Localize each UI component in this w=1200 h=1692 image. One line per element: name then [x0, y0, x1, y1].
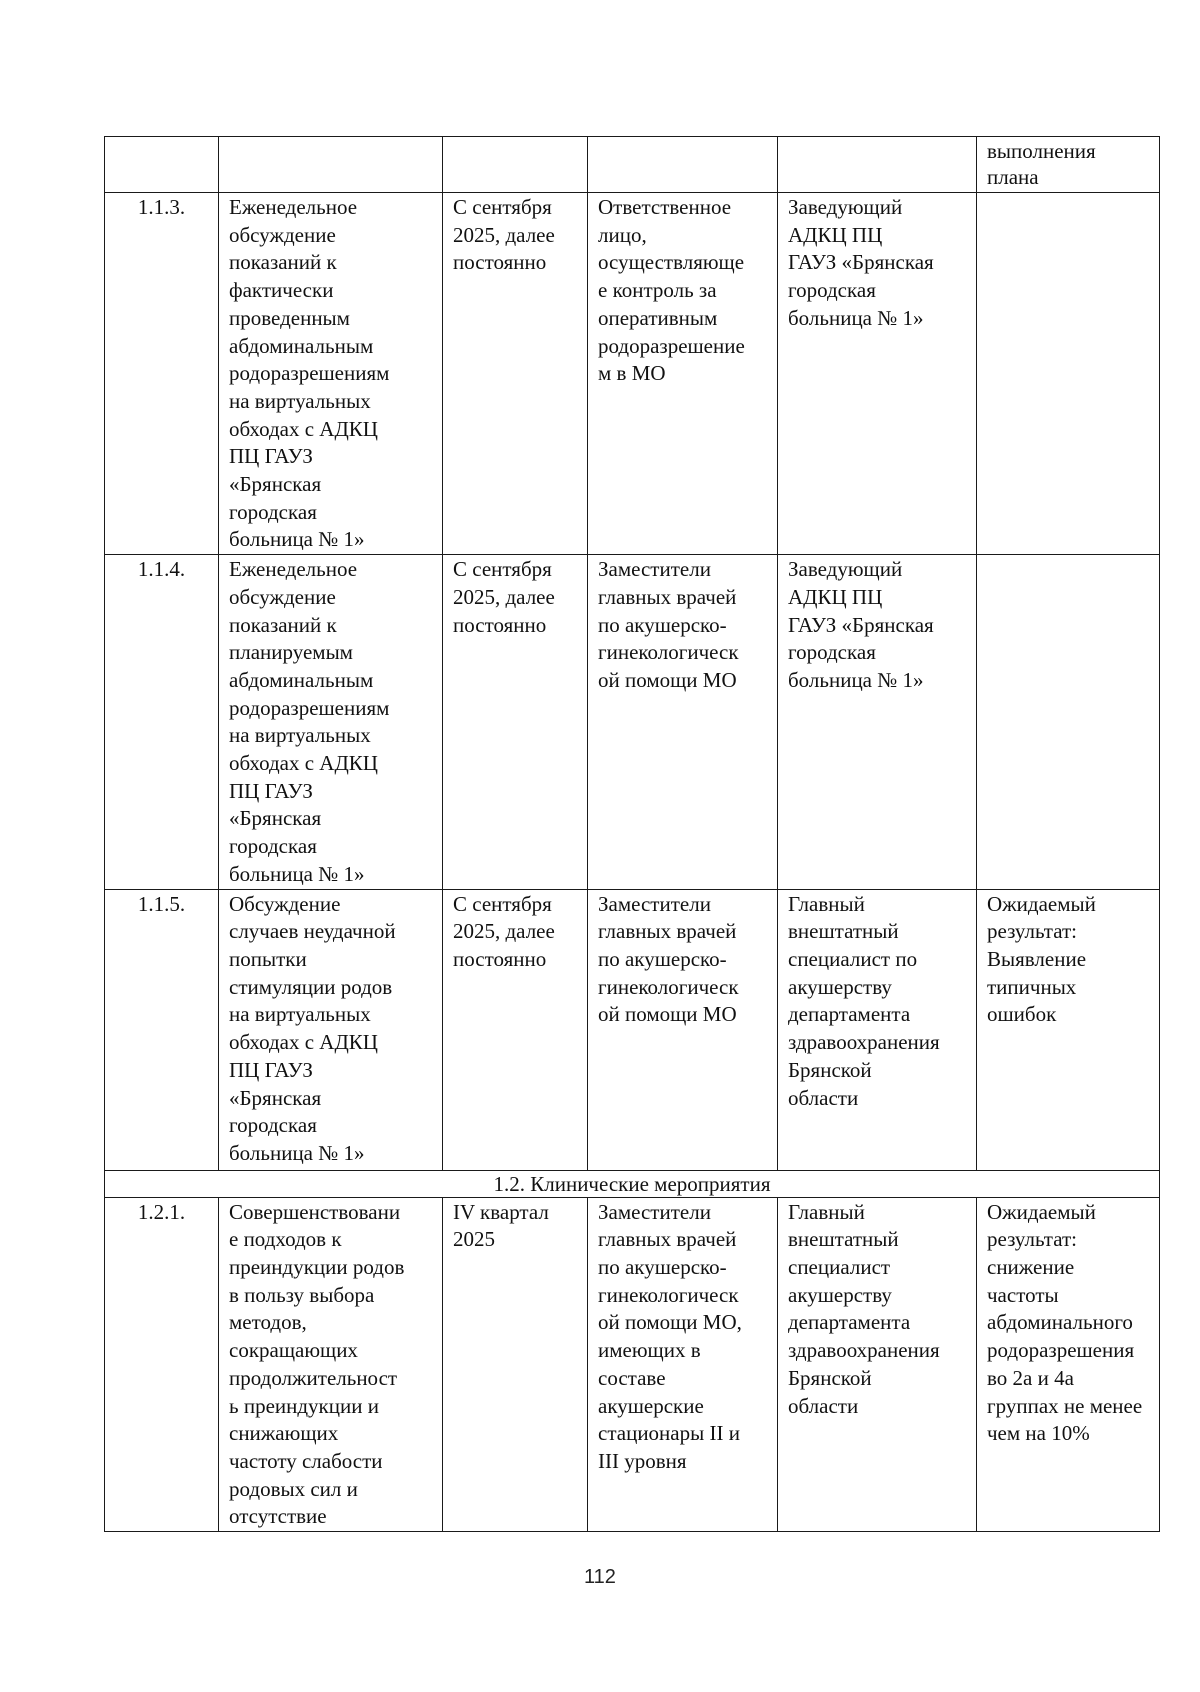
- responsible-cell: Заместители главных врачей по акушерско- гинекологическ ой помощи МО: [588, 555, 778, 889]
- table-row: [105, 1197, 1160, 1531]
- responsible-cell: Заместители главных врачей по акушерско- гинекологическ ой помощи МО, имеющих в составе акушерские стационары II и III уровня: [588, 1197, 778, 1531]
- control-cell: Главный внештатный специалист по акушерству департамента здравоохранения Брянской области: [778, 889, 977, 1170]
- result-cell: [977, 193, 1160, 555]
- event-cell: Совершенствовани е подходов к преиндукции родов в пользу выбора методов, сокращающих продолжительност ь преиндукции и снижающих частоту слабости родовых сил и отсутствие: [219, 1197, 443, 1531]
- table-cell: [588, 137, 778, 193]
- plan-table: [104, 136, 1160, 1532]
- item-number: 1.2.1.: [105, 1197, 219, 1531]
- result-note-cell: выполнения плана: [977, 137, 1160, 193]
- table-cell: [778, 137, 977, 193]
- control-cell: Заведующий АДКЦ ПЦ ГАУЗ «Брянская городская больница № 1»: [778, 193, 977, 555]
- table-cell: [219, 137, 443, 193]
- table-row: [105, 193, 1160, 555]
- responsible-cell: Заместители главных врачей по акушерско- гинекологическ ой помощи МО: [588, 889, 778, 1170]
- table-cell: [105, 137, 219, 193]
- table-row: [105, 889, 1160, 1170]
- result-cell: Ожидаемый результат: снижение частоты абдоминального родоразрешения во 2а и 4а группах не менее чем на 10%: [977, 1197, 1160, 1531]
- table-cell: [443, 137, 588, 193]
- section-row: [105, 1170, 1160, 1197]
- item-number: 1.1.5.: [105, 889, 219, 1170]
- table-row: [105, 555, 1160, 889]
- deadline-cell: IV квартал 2025: [443, 1197, 588, 1531]
- event-cell: Обсуждение случаев неудачной попытки стимуляции родов на виртуальных обходах с АДКЦ ПЦ ГАУЗ «Брянская городская больница № 1»: [219, 889, 443, 1170]
- item-number: 1.1.3.: [105, 193, 219, 555]
- result-cell: Ожидаемый результат: Выявление типичных ошибок: [977, 889, 1160, 1170]
- event-cell: Еженедельное обсуждение показаний к фактически проведенным абдоминальным родоразрешениям на виртуальных обходах с АДКЦ ПЦ ГАУЗ «Брянская городская больница № 1»: [219, 193, 443, 555]
- deadline-cell: С сентября 2025, далее постоянно: [443, 193, 588, 555]
- page-number: 112: [584, 1566, 616, 1588]
- result-cell: [977, 555, 1160, 889]
- event-cell: Еженедельное обсуждение показаний к планируемым абдоминальным родоразрешениям на виртуальных обходах с АДКЦ ПЦ ГАУЗ «Брянская городская больница № 1»: [219, 555, 443, 889]
- control-cell: Главный внештатный специалист акушерству департамента здравоохранения Брянской области: [778, 1197, 977, 1531]
- section-title: 1.2. Клинические мероприятия: [105, 1170, 1160, 1197]
- deadline-cell: С сентября 2025, далее постоянно: [443, 889, 588, 1170]
- table-row-continued-header: [105, 137, 1160, 193]
- control-cell: Заведующий АДКЦ ПЦ ГАУЗ «Брянская городская больница № 1»: [778, 555, 977, 889]
- item-number: 1.1.4.: [105, 555, 219, 889]
- responsible-cell: Ответственное лицо, осуществляюще е контроль за оперативным родоразрешение м в МО: [588, 193, 778, 555]
- deadline-cell: С сентября 2025, далее постоянно: [443, 555, 588, 889]
